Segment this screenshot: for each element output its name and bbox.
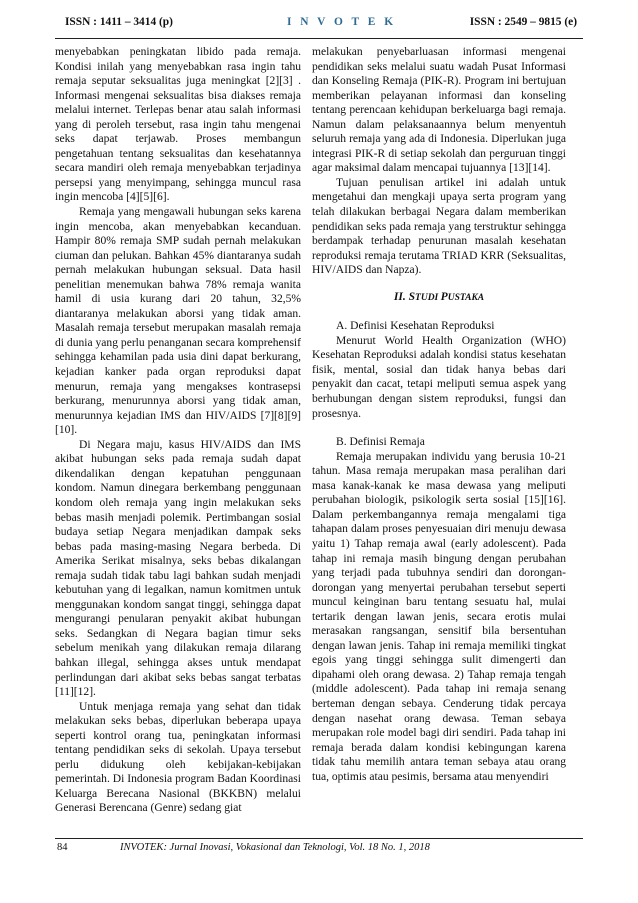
- footer-divider: [55, 838, 583, 839]
- left-column: [55, 45, 301, 816]
- paragraph: melakukan penyebarluasan informasi mengenai pendidikan seks melalui suatu wadah Pusat Informasi dan Konseling Remaja (PIK-R). Program ini bertujuan memberikan pelayanan informasi dan konseling tentang perencaan kehidupan berkeluarga bagi remaja. Namun dalam pelaksanaannya belum menyentuh seluruh remaja yang ada di Indonesia. Diperlukan juga integrasi PIK-R di setiap sekolah dan perguruan tinggi agar maksimal dalam mencapai tujuannya [13][14].: [312, 46, 566, 175]
- journal-brand: I N V O T E K: [287, 16, 397, 28]
- right-column: [312, 45, 566, 784]
- paragraph: Tujuan penulisan artikel ini adalah untuk mengetahui dan mengkaji upaya serta program yang telah dilakukan berbagai Negara dalam memberikan pendidikan seks pada remaja yang terstruktur sehingga berdampak terhadap penurunan masalah kesehatan reproduksi remaja terutama TRIAD KRR (Seksualitas, HIV/AIDS dan Napza).: [312, 176, 566, 277]
- paragraph: Remaja yang mengawali hubungan seks karena ingin mencoba, akan menyebabkan kecanduan. Hampir 80% remaja SMP sudah pernah melakukan ciuman dan pelukan. Bahkan 45% diantaranya sudah pernah melakukan hubungan seksual. Data hasil penelitian menemukan bahwa 78% remaja wanita hamil di usia kurang dari 20 tahun, 32,5% diantaranya melakukan aborsi yang tidak aman. Masalah remaja tersebut merupakan masalah remaja di dunia yang perlu penanganan secara komprehensif sehingga kehamilan pada usia dini dapat berkurang, kejadian kanker pada organ reproduksi dapat menurun, remaja yang mengakses kontrasepsi berkurang, menurunnya aborsi yang tidak aman, menurunnya kejadian IMS dan HIV/AIDS [7][8][9][10].: [55, 206, 301, 437]
- issn-print: ISSN : 1411 – 3414 (p): [65, 16, 173, 28]
- section-heading: [312, 290, 566, 306]
- section-number: II.: [393, 290, 406, 303]
- subsection-heading-b: B. Definisi Remaja: [336, 436, 425, 449]
- issn-online: ISSN : 2549 – 9815 (e): [469, 16, 577, 28]
- paragraph: Remaja merupakan individu yang berusia 10-21 tahun. Masa remaja merupakan masa peralihan dari masa kanak-kanak ke masa dewasa yang meliputi perubahan biologik, psikologik serta sosial [15][16]. Dalam perkembangannya remaja mengalami tiga tahapan dalam proses penyesuaian diri menuju dewasa yaitu 1) Tahap remaja awal (early adolescent). Pada tahap ini remaja masih bingung dengan perubahan yang terjadi pada tubuhnya sendiri dan dorongan-dorongan yang menyertai perubahan tersebut seperti muncul keinginan baru tentang sesuatu hal, mulai tertarik dengan lawan jenis, secara erotis mulai merasakan rangsangan, sensitif bila bersentuhan dengan lawan jenis. Tahap ini remaja memiliki tingkat egois yang tinggi sehingga sulit dimengerti dan dipahami oleh orang dewasa. 2) Tahap remaja tengah (middle adolescent). Pada tahap ini remaja senang berteman dengan sebaya. Cenderung tidak percaya dengan nasehat orang dewasa. Teman sebaya merupakan role model bagi diri sendiri. Pada tahap ini remaja berada dalam kondisi kebingungan karena tidak tahu memilih antara teman sebaya atau orang tua, optimis atau pesimis, bersama atau menyendiri: [312, 450, 566, 783]
- page-header: [55, 14, 583, 36]
- section-title-initial: S: [408, 290, 416, 303]
- paragraph: Di Negara maju, kasus HIV/AIDS dan IMS akibat hubungan seks pada remaja sudah dapat dikendalikan dengan kepatuhan penggunaan kondom. Namun dinegara berkembang penggunaan kondom oleh remaja yang ingin melakukan seks bebas masih menjadi polemik. Pertimbangan sosial budaya setiap Negara menjadikan dampak seks bebas pada masing-masing Negara berbeda. Di Amerika Serikat misalnya, seks bebas dikalangan remaja sudah tidak tabu lagi bahkan sudah menjadi kebutuhan yang di legalkan, namun komitmen untuk menggunakan kondom sangat tinggi, sehingga dapat mengurangi penularan penyakit akibat hubungan seks. Sedangkan di Negara bagian timur seks sebelum menikah yang dilakukan remaja dilarang bahkan illegal, sehingga akses untuk mendapat perlindungan dari akibat seks bebas sangat terbatas [11][12].: [55, 438, 301, 699]
- journal-citation: INVOTEK: Jurnal Inovasi, Vokasional dan Teknologi, Vol. 18 No. 1, 2018: [120, 842, 430, 853]
- section-title-initial: P: [440, 290, 448, 303]
- header-divider: [55, 38, 583, 39]
- paragraph: Menurut World Health Organization (WHO) Kesehatan Reproduksi adalah kondisi status kesehatan fisik, mental, sosial dan tidak hanya bebas dari penyakit dan cacat, tetapi meliputi semua aspek yang berhubungan dengan sistem reproduksi, fungsi dan prosesnya.: [312, 334, 566, 420]
- paragraph: menyebabkan peningkatan libido pada remaja. Kondisi inilah yang menyebabkan rasa ingin tahu remaja seputar seksualitas juga meningkat [2][3] . Informasi mengenai seksualitas bisa diakses remaja melalui internet. Terlepas benar atau salah informasi yang di peroleh tersebut, rasa ingin tahu mengenai seks dapat terjawab. Proses membangun pengetahuan tentang seksualitas dan kesehatannya secara mandiri oleh remaja menyebabkan terjadinya persepsi yang menyimpang, sehingga muncul rasa ingin mencoba [4][5][6].: [55, 46, 301, 204]
- section-title-part: USTAKA: [447, 292, 485, 303]
- paragraph: Untuk menjaga remaja yang sehat dan tidak melakukan seks bebas, diperlukan beberapa upaya seperti kontrol orang tua, peningkatan informasi tentang pendidikan seks di sekolah. Upaya tersebut perlu didukung oleh kebijakan-kebijakan pemerintah. Di Indonesia program Badan Koordinasi Keluarga Berecana Nasional (BKKBN) melalui Generasi Berencana (Genre) sedang giat: [55, 700, 301, 815]
- subsection-heading-a: A. Definisi Kesehatan Reproduksi: [336, 320, 495, 333]
- spacer: [312, 421, 566, 435]
- section-title-part: TUDI: [415, 292, 441, 303]
- page-number: 84: [57, 842, 68, 853]
